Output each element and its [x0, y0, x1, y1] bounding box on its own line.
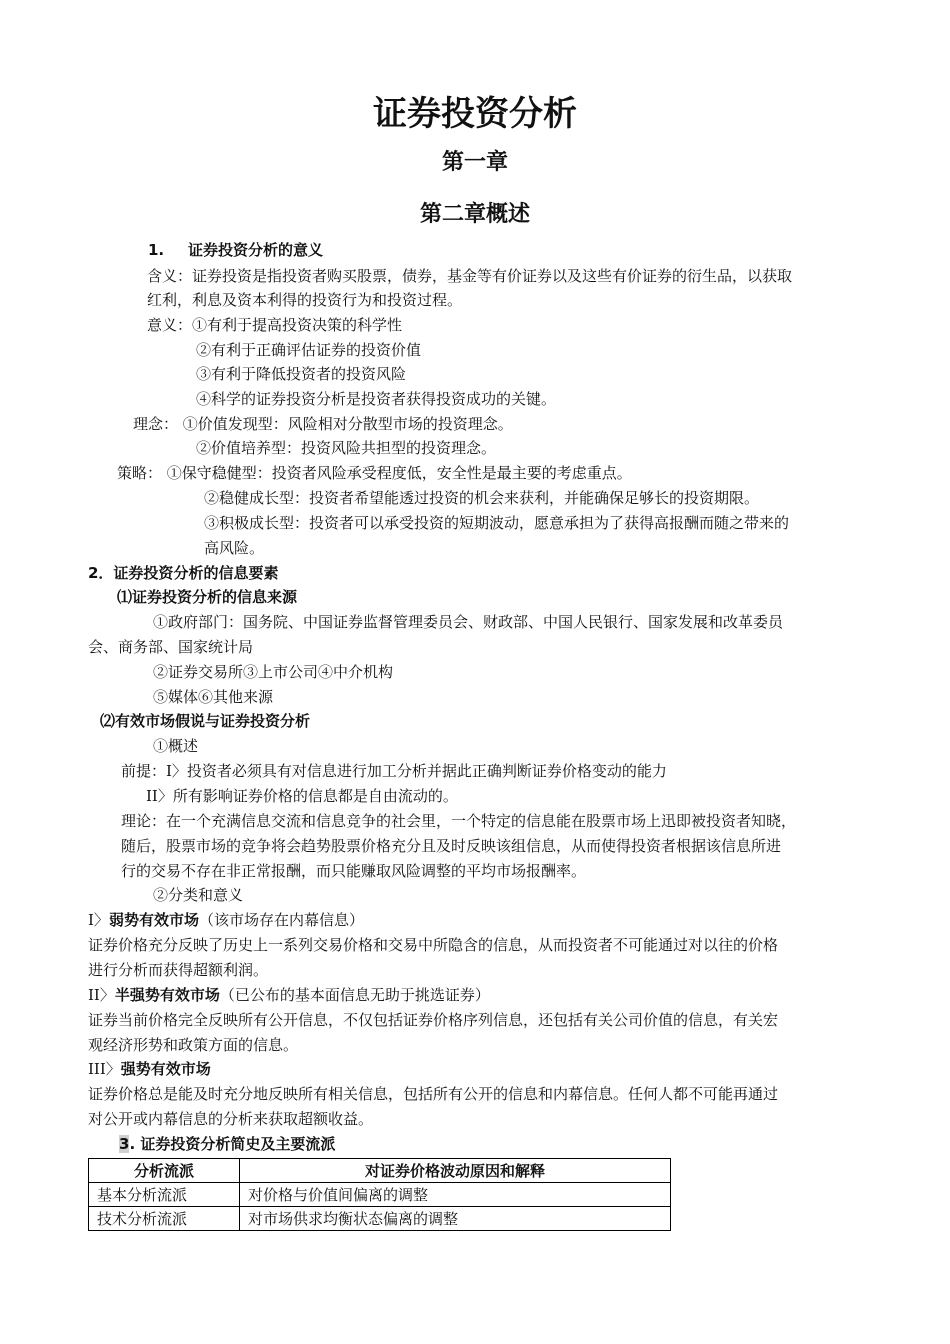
weak-market-note: （该市场存在内幕信息） — [198, 911, 364, 929]
table-row — [89, 1207, 671, 1231]
semi-strong-line-1: 证券当前价格完全反映所有公开信息，不仅包括证券价格序列信息，还包括有关公司价值的信息，有关宏 — [88, 1011, 779, 1029]
semi-strong-line-2: 观经济形势和政策方面的信息。 — [88, 1036, 299, 1054]
section-2-heading: 2．证券投资分析的信息要素 — [88, 564, 279, 582]
doc-title: 证券投资分析 — [373, 94, 577, 134]
idea-line-2: ②价值培养型：投资风险共担型的投资理念。 — [196, 439, 497, 457]
definition-line-1: 含义：证券投资是指投资者购买股票，债券，基金等有价证券以及这些有价证券的衍生品，以获取 — [147, 267, 793, 285]
sources-line-2: 会、商务部、国家统计局 — [88, 638, 254, 656]
significance-line-2: ②有利于正确评估证券的投资价值 — [196, 341, 422, 359]
definition-line-2: 红利，利息及资本利得的投资行为和投资过程。 — [147, 291, 463, 309]
section-1-number: 1. — [148, 241, 165, 259]
idea-line-1: 理念： ①价值发现型：风险相对分散型市场的投资理念。 — [133, 415, 513, 433]
subsection-efficient-market: ⑵有效市场假说与证券投资分析 — [100, 712, 311, 730]
table-header-school: 分析流派 — [89, 1159, 240, 1183]
weak-market-prefix: I〉 — [88, 911, 109, 929]
chapter-2-heading: 第二章概述 — [419, 202, 530, 227]
table-cell: 技术分析流派 — [89, 1207, 240, 1231]
weak-market-heading — [88, 910, 364, 930]
strategy-line-1: 策略： ①保守稳健型：投资者风险承受程度低，安全性是最主要的考虑重点。 — [117, 464, 632, 482]
semi-strong-market-heading — [88, 985, 490, 1005]
table-row — [89, 1183, 671, 1207]
table-cell: 对价格与价值间偏离的调整 — [240, 1183, 671, 1207]
table-cell: 基本分析流派 — [89, 1183, 240, 1207]
table-cell: 对市场供求均衡状态偏离的调整 — [240, 1207, 671, 1231]
overview-label: ①概述 — [153, 737, 199, 755]
weak-market-line-1: 证券价格充分反映了历史上一系列交易价格和交易中所隐含的信息，从而投资者不可能通过对以往的价格 — [88, 936, 779, 954]
strong-market-line-2: 对公开或内幕信息的分析来获取超额收益。 — [88, 1110, 374, 1128]
premise-line-1: 前提：I〉投资者必须具有对信息进行加工分析并据此正确判断证券价格变动的能力 — [121, 762, 667, 780]
strong-market-heading — [88, 1059, 211, 1079]
significance-line-3: ③有利于降低投资者的投资风险 — [196, 365, 407, 383]
sources-line-1: ①政府部门：国务院、中国证券监督管理委员会、财政部、中国人民银行、国家发展和改革委员 — [153, 613, 784, 631]
theory-line-1: 理论：在一个充满信息交流和信息竞争的社会里，一个特定的信息能在股票市场上迅即被投资者知晓， — [121, 812, 797, 830]
premise-line-2: II〉所有影响证券价格的信息都是自由流动的。 — [146, 787, 458, 805]
classification-label: ②分类和意义 — [153, 886, 244, 904]
weak-market-title: 弱势有效市场 — [108, 911, 199, 929]
strategy-line-4: 高风险。 — [204, 539, 265, 557]
significance-line-4: ④科学的证券投资分析是投资者获得投资成功的关键。 — [196, 390, 557, 408]
section-3-title: . 证券投资分析简史及主要流派 — [129, 1135, 336, 1153]
schools-table — [88, 1158, 671, 1231]
theory-line-2: 随后，股票市场的竞争将会趋势股票价格充分且及时反映该组信息，从而使得投资者根据该信息所进 — [121, 837, 782, 855]
semi-strong-title: 半强势有效市场 — [114, 986, 220, 1004]
section-3-number: 3 — [119, 1135, 130, 1153]
strong-prefix: III〉 — [88, 1060, 121, 1078]
strategy-line-2: ②稳健成长型：投资者希望能透过投资的机会来获利，并能确保足够长的投资期限。 — [204, 489, 760, 507]
weak-market-line-2: 进行分析而获得超额利润。 — [88, 961, 269, 979]
semi-strong-note: （已公布的基本面信息无助于挑选证券） — [219, 986, 490, 1004]
section-3-heading — [119, 1134, 335, 1154]
strategy-line-3: ③积极成长型：投资者可以承受投资的短期波动，愿意承担为了获得高报酬而随之带来的 — [204, 514, 790, 532]
table-header-explanation: 对证券价格波动原因和解释 — [240, 1159, 671, 1183]
table-header-row — [89, 1159, 671, 1183]
theory-line-3: 行的交易不存在非正常报酬，而只能赚取风险调整的平均市场报酬率。 — [121, 862, 587, 880]
strong-market-line-1: 证券价格总是能及时充分地反映所有相关信息，包括所有公开的信息和内幕信息。任何人都不可能再通过 — [88, 1085, 779, 1103]
chapter-1-heading: 第一章 — [441, 150, 508, 175]
subsection-info-sources: ⑴证券投资分析的信息来源 — [117, 588, 298, 606]
section-1-heading: 证券投资分析的意义 — [188, 241, 324, 259]
sources-line-3: ②证券交易所③上市公司④中介机构 — [153, 663, 394, 681]
sources-line-4: ⑤媒体⑥其他来源 — [153, 688, 274, 706]
semi-strong-prefix: II〉 — [88, 986, 115, 1004]
significance-line-1: 意义：①有利于提高投资决策的科学性 — [147, 316, 403, 334]
strong-title: 强势有效市场 — [120, 1060, 211, 1078]
